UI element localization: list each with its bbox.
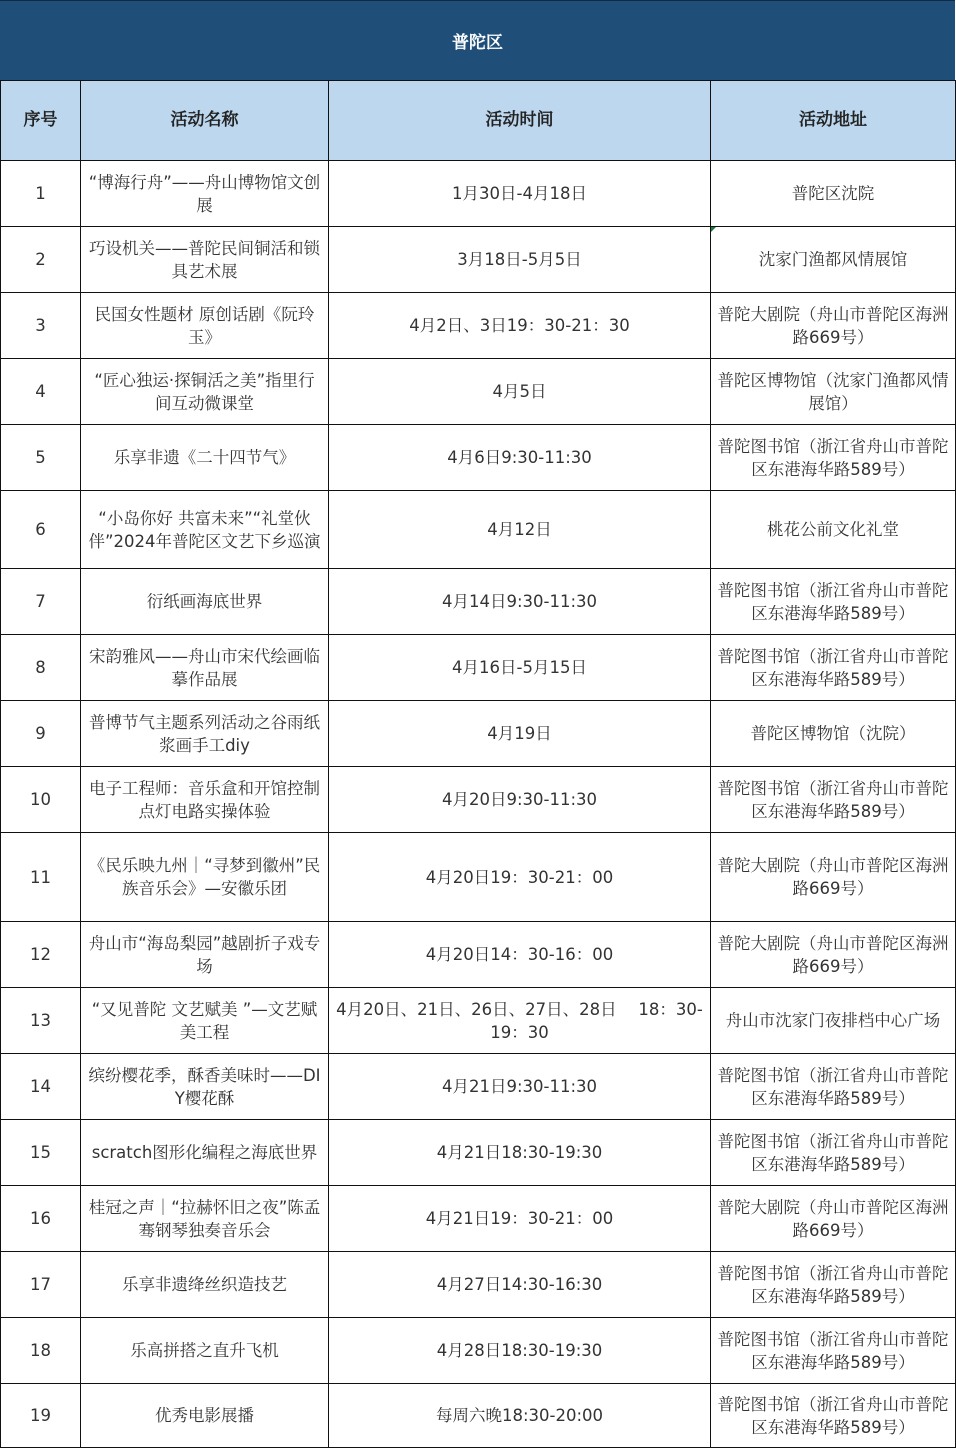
- table-row: [1, 569, 956, 635]
- cell-activity-name-text: 桂冠之声｜“拉赫怀旧之夜”陈孟骞钢琴独奏音乐会: [88, 1197, 321, 1240]
- cell-activity-name: [81, 293, 329, 359]
- cell-activity-time-text: 4月21日9:30-11:30: [441, 1077, 598, 1096]
- cell-activity-address-text: 舟山市沈家门夜排档中心广场: [725, 1011, 941, 1030]
- cell-activity-time: [329, 988, 711, 1054]
- cell-activity-address-text: 普陀区沈院: [791, 184, 875, 203]
- cell-index: [1, 359, 81, 425]
- cell-index: [1, 767, 81, 833]
- cell-activity-name-text: 民国女性题材 原创话剧《阮玲玉》: [94, 304, 315, 347]
- cell-activity-name-text: 乐高拼搭之直升飞机: [130, 1341, 279, 1360]
- cell-index: [1, 425, 81, 491]
- cell-activity-name: [81, 1186, 329, 1252]
- cell-activity-time-text: 4月14日9:30-11:30: [441, 592, 598, 611]
- cell-activity-time-text: 4月20日9:30-11:30: [441, 790, 598, 809]
- cell-index-text: 9: [35, 724, 46, 743]
- table-row: [1, 161, 956, 227]
- cell-activity-name-text: 缤纷樱花季，酥香美味时——DIY樱花酥: [88, 1065, 321, 1108]
- cell-index: [1, 1252, 81, 1318]
- cell-activity-time-text: 4月20日14：30-16：00: [425, 945, 614, 964]
- cell-activity-name: [81, 635, 329, 701]
- cell-index-text: 10: [30, 790, 51, 809]
- cell-activity-time-text: 4月21日19：30-21：00: [425, 1209, 614, 1228]
- cell-activity-address: [711, 1252, 956, 1318]
- cell-activity-time: [329, 922, 711, 988]
- cell-activity-name: [81, 1120, 329, 1186]
- cell-activity-time-text: 每周六晚18:30-20:00: [435, 1406, 604, 1425]
- cell-comment-marker-icon: [711, 227, 716, 232]
- table-row: [1, 833, 956, 922]
- cell-activity-name-text: 《民乐映九州｜“寻梦到徽州”民族音乐会》—安徽乐团: [88, 856, 321, 898]
- cell-activity-time: [329, 833, 711, 922]
- cell-activity-name: [81, 988, 329, 1054]
- cell-index-text: 6: [35, 520, 46, 539]
- cell-index-text: 17: [30, 1275, 51, 1294]
- table-row: [1, 988, 956, 1054]
- cell-activity-address-text: 普陀图书馆（浙江省舟山市普陀区东港海华路589号）: [717, 436, 949, 479]
- cell-activity-time-text: 4月6日9:30-11:30: [447, 448, 592, 467]
- cell-activity-time-text: 4月20日19：30-21：00: [425, 867, 614, 887]
- cell-activity-address: [711, 491, 956, 569]
- cell-index: [1, 491, 81, 569]
- header-index: 序号: [1, 81, 81, 161]
- table-row: [1, 1318, 956, 1384]
- cell-activity-time: [329, 491, 711, 569]
- cell-index: [1, 1186, 81, 1252]
- cell-index: [1, 569, 81, 635]
- cell-activity-address-text: 普陀区博物馆（沈家门渔都风情展馆）: [717, 370, 949, 413]
- cell-activity-name: [81, 1384, 329, 1448]
- cell-index-text: 2: [35, 250, 46, 269]
- cell-activity-name-text: 优秀电影展播: [155, 1406, 254, 1425]
- cell-activity-address-text: 普陀图书馆（浙江省舟山市普陀区东港海华路589号）: [717, 1329, 949, 1372]
- cell-activity-address: [711, 988, 956, 1054]
- cell-activity-address: [711, 767, 956, 833]
- cell-activity-address-text: 普陀区博物馆（沈院）: [750, 724, 916, 743]
- table-row: [1, 635, 956, 701]
- cell-activity-address: [711, 701, 956, 767]
- cell-index-text: 4: [35, 382, 46, 401]
- table-row: [1, 701, 956, 767]
- cell-index: [1, 988, 81, 1054]
- cell-activity-name: [81, 922, 329, 988]
- table-row: [1, 767, 956, 833]
- cell-index: [1, 1120, 81, 1186]
- cell-activity-address: [711, 569, 956, 635]
- cell-activity-address-text: 桃花公前文化礼堂: [767, 520, 899, 539]
- cell-activity-time: [329, 425, 711, 491]
- cell-activity-time-text: 4月16日-5月15日: [452, 658, 587, 677]
- cell-activity-address: [711, 833, 956, 922]
- cell-activity-address-text: 普陀大剧院（舟山市普陀区海洲路669号）: [717, 856, 949, 898]
- cell-activity-time-text: 1月30日-4月18日: [452, 184, 587, 203]
- cell-activity-time-text: 4月19日: [487, 724, 552, 743]
- cell-index: [1, 161, 81, 227]
- cell-activity-time-text: 4月28日18:30-19:30: [436, 1341, 603, 1360]
- cell-index-text: 5: [35, 448, 46, 467]
- cell-activity-address-text: 普陀图书馆（浙江省舟山市普陀区东港海华路589号）: [717, 646, 949, 689]
- cell-index-text: 16: [30, 1209, 51, 1228]
- cell-index-text: 7: [35, 592, 46, 611]
- cell-index-text: 3: [35, 316, 46, 335]
- cell-activity-name: [81, 701, 329, 767]
- cell-activity-name: [81, 227, 329, 293]
- cell-activity-address: [711, 635, 956, 701]
- cell-activity-address-text: 沈家门渔都风情展馆: [758, 250, 908, 269]
- cell-activity-name-text: 乐享非遗绛丝织造技艺: [122, 1275, 287, 1294]
- cell-activity-address-text: 普陀大剧院（舟山市普陀区海洲路669号）: [717, 933, 949, 976]
- cell-activity-time: [329, 701, 711, 767]
- table-row: [1, 1120, 956, 1186]
- cell-activity-name: [81, 161, 329, 227]
- cell-activity-name-text: 电子工程师：音乐盒和开馆控制点灯电路实操体验: [89, 778, 320, 821]
- cell-activity-address-text: 普陀大剧院（舟山市普陀区海洲路669号）: [717, 304, 949, 347]
- cell-activity-time: [329, 1384, 711, 1448]
- cell-index: [1, 293, 81, 359]
- cell-activity-time-text: 4月12日: [487, 520, 552, 539]
- cell-index-text: 8: [35, 658, 46, 677]
- cell-activity-name-text: “又见普陀 文艺赋美 ”—文艺赋美工程: [91, 999, 318, 1042]
- cell-index-text: 14: [30, 1077, 51, 1096]
- cell-index-text: 1: [35, 184, 46, 203]
- cell-activity-name-text: 乐享非遗《二十四节气》: [113, 448, 296, 467]
- cell-activity-name: [81, 1054, 329, 1120]
- table-row: [1, 227, 956, 293]
- cell-activity-name-text: 舟山市“海岛梨园”越剧折子戏专场: [88, 933, 321, 976]
- cell-activity-address: [711, 1318, 956, 1384]
- district-title: 普陀区: [452, 33, 503, 53]
- table-row: [1, 359, 956, 425]
- cell-index: [1, 1054, 81, 1120]
- cell-activity-time: [329, 1120, 711, 1186]
- cell-activity-name: [81, 767, 329, 833]
- cell-index: [1, 227, 81, 293]
- cell-activity-name: [81, 1318, 329, 1384]
- cell-activity-name-text: 宋韵雅风——舟山市宋代绘画临摹作品展: [89, 646, 320, 689]
- cell-index-text: 12: [30, 945, 51, 964]
- cell-index: [1, 922, 81, 988]
- cell-activity-address: [711, 922, 956, 988]
- cell-activity-address-text: 普陀图书馆（浙江省舟山市普陀区东港海华路589号）: [717, 778, 949, 821]
- table-row: [1, 1054, 956, 1120]
- cell-activity-address: [711, 1054, 956, 1120]
- cell-index-text: 18: [30, 1341, 51, 1360]
- cell-activity-time-text: 4月2日、3日19：30-21：30: [409, 316, 630, 335]
- cell-activity-address: [711, 293, 956, 359]
- cell-activity-address: [711, 1384, 956, 1448]
- cell-activity-name-text: scratch图形化编程之海底世界: [91, 1143, 318, 1162]
- cell-activity-name: [81, 569, 329, 635]
- cell-activity-time-text: 4月20日、21日、26日、27日、28日 18：30-19：30: [336, 999, 703, 1042]
- cell-activity-name-text: 普博节气主题系列活动之谷雨纸浆画手工diy: [89, 712, 320, 755]
- cell-activity-address-text: 普陀图书馆（浙江省舟山市普陀区东港海华路589号）: [717, 580, 949, 623]
- cell-activity-time-text: 4月27日14:30-16:30: [436, 1275, 603, 1294]
- cell-activity-address: [711, 425, 956, 491]
- cell-activity-address: [711, 359, 956, 425]
- cell-activity-address-text: 普陀图书馆（浙江省舟山市普陀区东港海华路589号）: [717, 1131, 949, 1174]
- cell-activity-address-text: 普陀图书馆（浙江省舟山市普陀区东港海华路589号）: [717, 1394, 949, 1437]
- cell-activity-name: [81, 1252, 329, 1318]
- cell-activity-name-text: “博海行舟”——舟山博物馆文创展: [88, 172, 321, 215]
- cell-activity-time: [329, 293, 711, 359]
- cell-index: [1, 833, 81, 922]
- cell-activity-name-text: “小岛你好 共富未来”“礼堂伙伴”2024年普陀区文艺下乡巡演: [88, 508, 321, 551]
- table-row: [1, 922, 956, 988]
- cell-activity-address-text: 普陀图书馆（浙江省舟山市普陀区东港海华路589号）: [717, 1263, 949, 1306]
- cell-index-text: 15: [30, 1143, 51, 1162]
- cell-index: [1, 1318, 81, 1384]
- cell-index: [1, 1384, 81, 1448]
- cell-activity-address: [711, 1120, 956, 1186]
- cell-activity-time-text: 4月5日: [492, 382, 547, 401]
- district-title-bar: [0, 0, 955, 80]
- cell-activity-time-text: 3月18日-5月5日: [457, 250, 582, 269]
- cell-activity-time: [329, 1186, 711, 1252]
- cell-activity-name: [81, 425, 329, 491]
- table-row: [1, 293, 956, 359]
- table-row: [1, 1252, 956, 1318]
- events-table: [0, 80, 956, 1448]
- cell-activity-address: [711, 227, 956, 293]
- cell-activity-time: [329, 359, 711, 425]
- cell-activity-time: [329, 1252, 711, 1318]
- cell-activity-name-text: “匠心独运·探铜活之美”指里行间互动微课堂: [94, 370, 315, 413]
- header-time: 活动时间: [329, 81, 711, 161]
- cell-activity-time: [329, 1318, 711, 1384]
- header-name: 活动名称: [81, 81, 329, 161]
- cell-activity-name: [81, 833, 329, 922]
- header-address: 活动地址: [711, 81, 956, 161]
- cell-activity-name-text: 衍纸画海底世界: [146, 592, 263, 611]
- cell-index: [1, 635, 81, 701]
- table-row: [1, 1384, 956, 1448]
- cell-index-text: 19: [30, 1406, 51, 1425]
- cell-activity-address: [711, 161, 956, 227]
- cell-activity-name: [81, 359, 329, 425]
- cell-activity-address-text: 普陀图书馆（浙江省舟山市普陀区东港海华路589号）: [717, 1065, 949, 1108]
- cell-activity-time: [329, 1054, 711, 1120]
- cell-activity-time: [329, 635, 711, 701]
- cell-index-text: 11: [30, 867, 51, 887]
- table-row: [1, 1186, 956, 1252]
- cell-activity-name: [81, 491, 329, 569]
- cell-activity-address: [711, 1186, 956, 1252]
- cell-activity-name-text: 巧设机关——普陀民间铜活和锁具艺术展: [89, 238, 320, 281]
- table-row: [1, 425, 956, 491]
- table-header-row: [1, 81, 956, 161]
- cell-activity-address-text: 普陀大剧院（舟山市普陀区海洲路669号）: [717, 1197, 949, 1240]
- cell-activity-time: [329, 227, 711, 293]
- cell-activity-time: [329, 569, 711, 635]
- cell-index-text: 13: [30, 1011, 51, 1030]
- cell-index: [1, 701, 81, 767]
- cell-activity-time: [329, 161, 711, 227]
- cell-activity-time-text: 4月21日18:30-19:30: [436, 1143, 603, 1162]
- table-row: [1, 491, 956, 569]
- cell-activity-time: [329, 767, 711, 833]
